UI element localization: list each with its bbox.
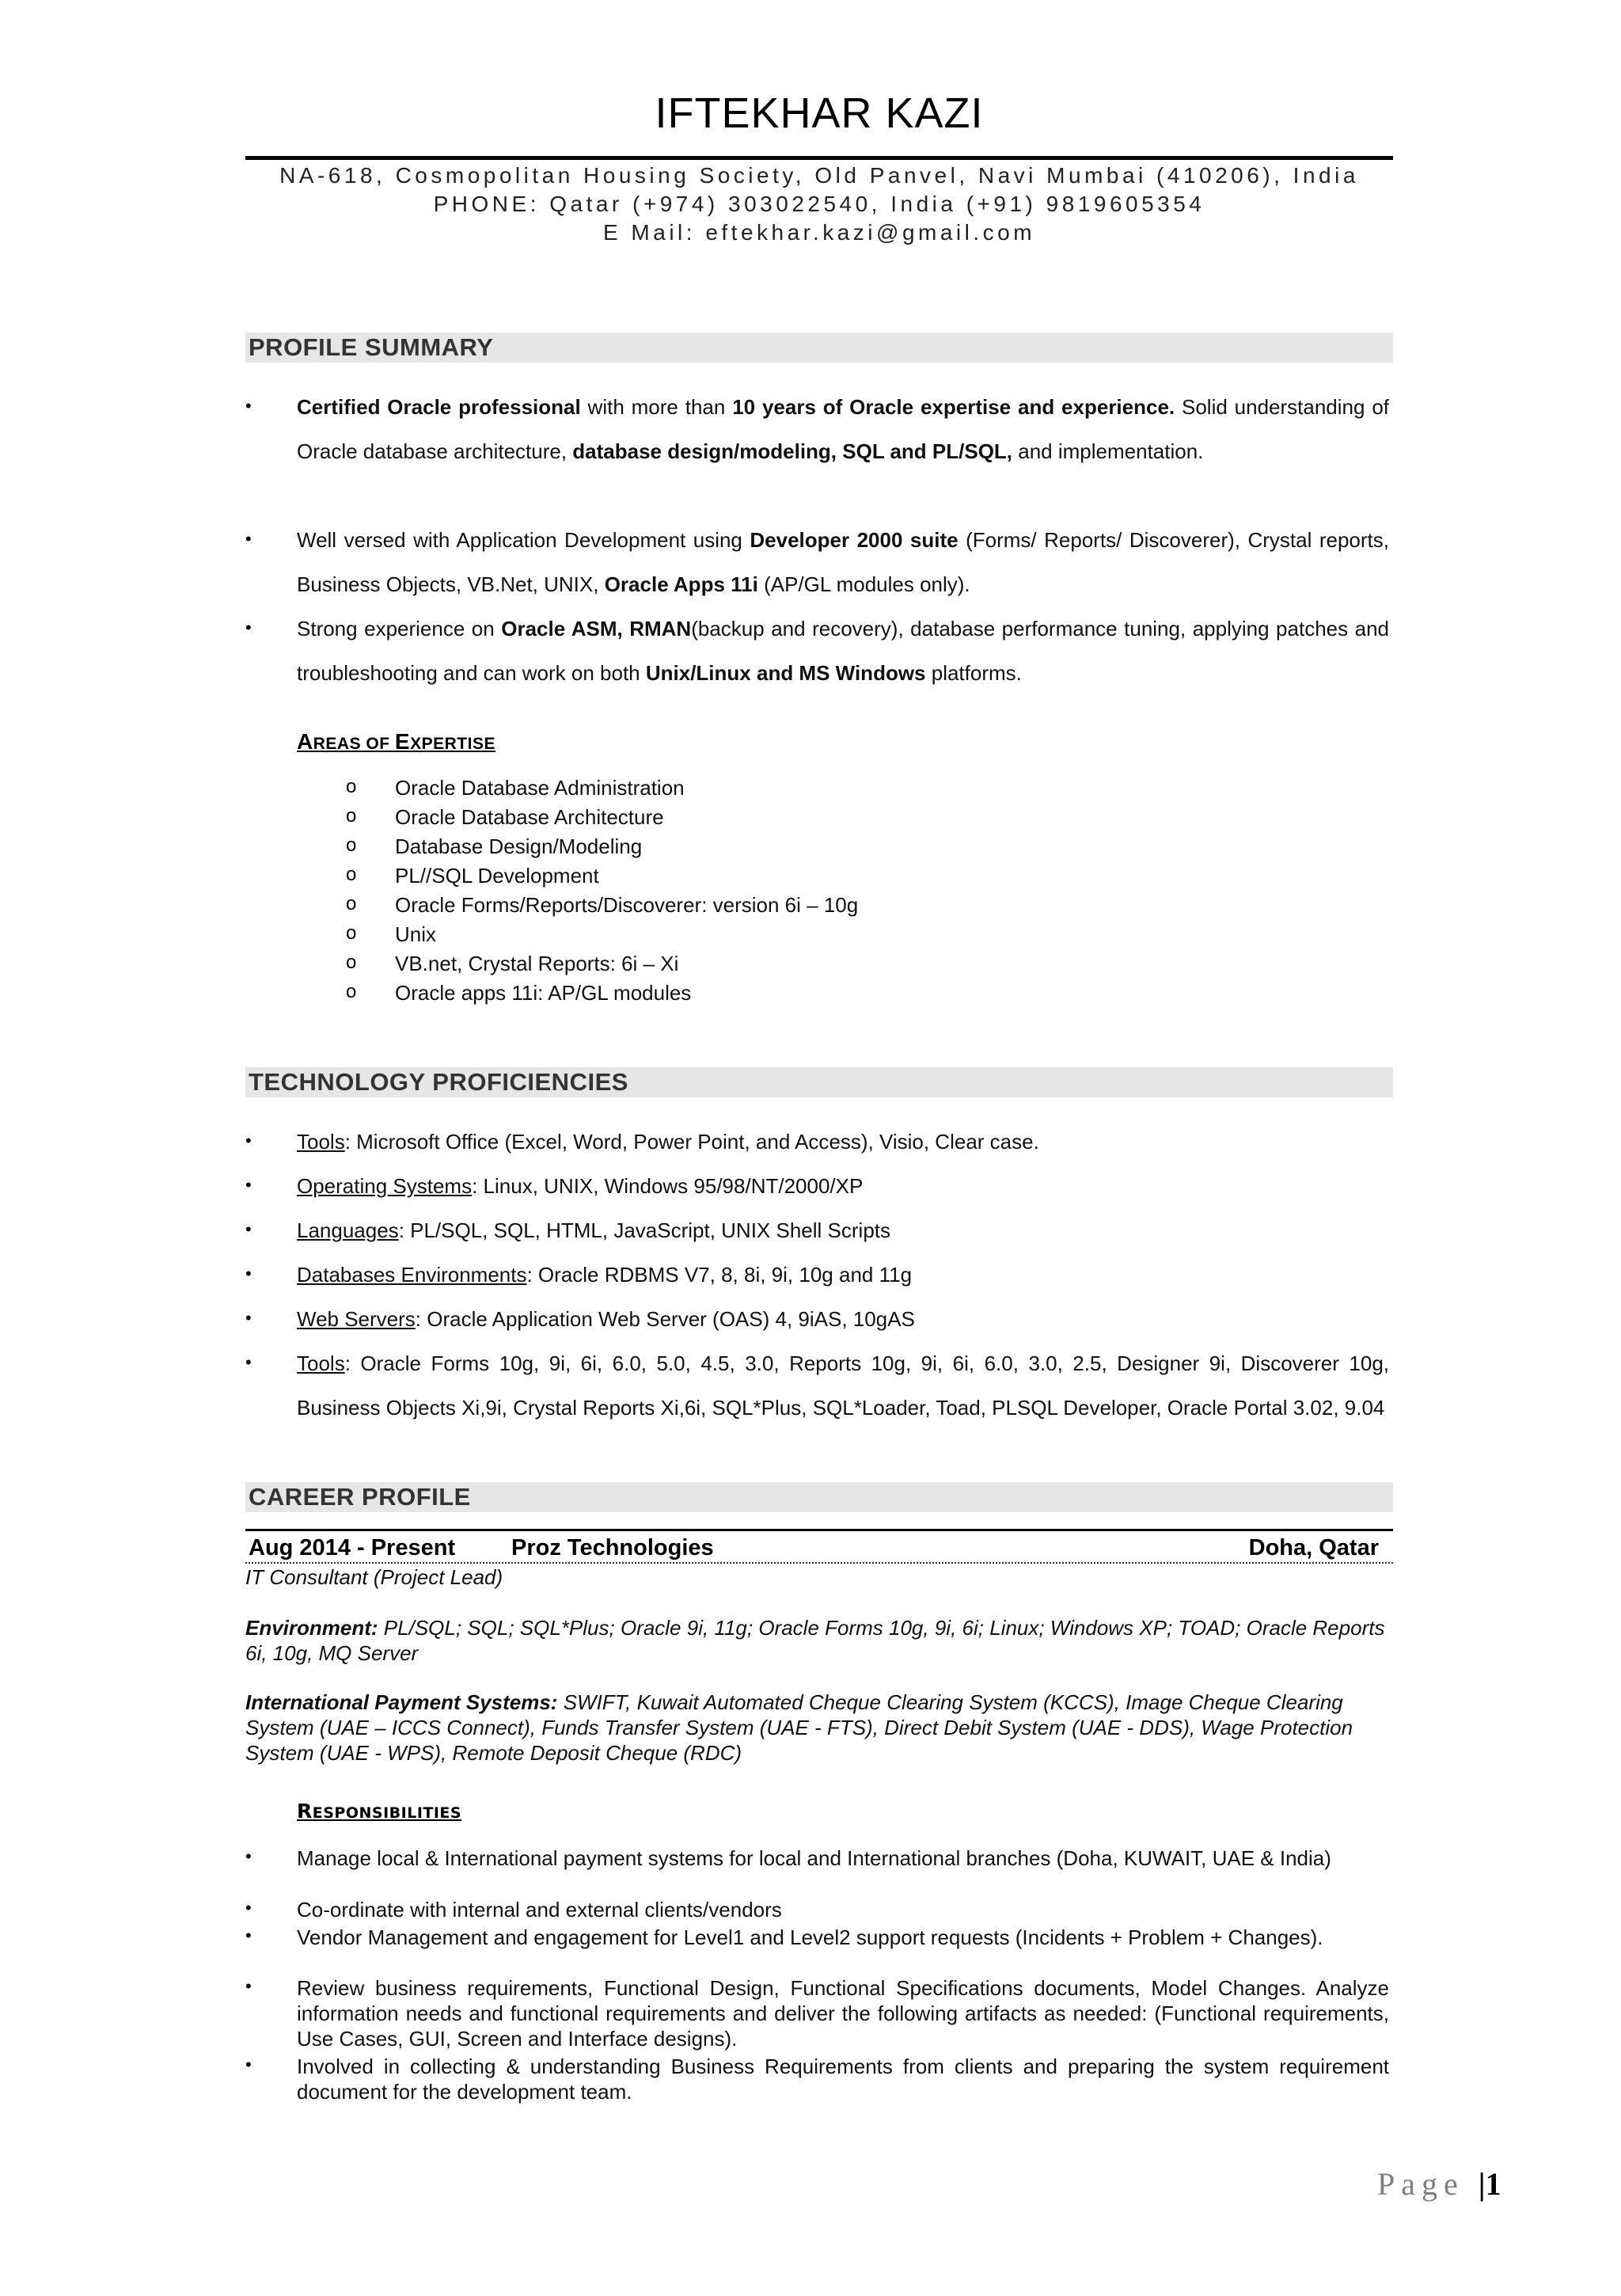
responsibilities-heading: RESPONSIBILITIES (297, 1800, 462, 1823)
responsibility-item: Manage local & International payment systems for local and International branches (Doha, KUWAIT, UAE & India) (297, 1846, 1331, 1870)
bullet-icon: • (245, 1846, 252, 1866)
candidate-name: IFTEKHAR KAZI (655, 89, 984, 137)
expertise-item: Oracle apps 11i: AP/GL modules (395, 981, 692, 1005)
tech-item-languages: Languages: PL/SQL, SQL, HTML, JavaScript, UNIX Shell Scripts (297, 1218, 890, 1242)
page-number (1377, 2165, 1501, 2203)
address-line: NA-618, Cosmopolitan Housing Society, Old Panvel, Navi Mumbai (410206), India (279, 163, 1359, 188)
bullet-icon: • (245, 2055, 252, 2074)
tech-item-databases: Databases Environments: Oracle RDBMS V7, 8, 8i, 9i, 10g and 11g (297, 1263, 913, 1287)
phone-line: PHONE: Qatar (+974) 303022540, India (+91) 9819605354 (433, 192, 1205, 216)
expertise-item: VB.net, Crystal Reports: 6i – Xi (395, 952, 679, 975)
bullet-icon: • (245, 1898, 252, 1918)
areas-of-expertise-heading: AREAS OF EXPERTISE (297, 729, 495, 754)
expertise-item: Oracle Database Administration (395, 776, 685, 800)
expertise-item: Oracle Forms/Reports/Discoverer: version 6i – 10g (395, 893, 859, 917)
job-location: Doha, Qatar (1248, 1535, 1379, 1560)
circle-bullet-icon: o (346, 981, 357, 1002)
bullet-icon: • (245, 1308, 252, 1328)
header-divider (245, 156, 1393, 160)
job-header-row (245, 1529, 1393, 1564)
tech-item-tools: Tools: Microsoft Office (Excel, Word, Power Point, and Access), Visio, Clear case. (297, 1130, 1039, 1154)
profile-bullet-2: Well versed with Application Development using Developer 2000 suite (Forms/ Reports/ Discoverer), Crystal reports, Business Objects, VB.Net, UNIX, Oracle Apps 11i (AP/GL modules only). (297, 528, 1389, 596)
responsibility-item: Vendor Management and engagement for Level1 and Level2 support requests (Incidents + Problem + Changes). (297, 1925, 1323, 1949)
bullet-icon: • (245, 618, 252, 637)
page-separator: | (1478, 2166, 1486, 2202)
job-date: Aug 2014 - Present (249, 1535, 456, 1560)
circle-bullet-icon: o (346, 834, 357, 856)
expertise-item: PL//SQL Development (395, 864, 599, 888)
bullet-icon: • (245, 1131, 252, 1150)
tech-item-operating-systems: Operating Systems: Linux, UNIX, Windows 95/98/NT/2000/XP (297, 1174, 864, 1198)
page-label: Page (1377, 2166, 1464, 2202)
circle-bullet-icon: o (346, 952, 357, 973)
expertise-item: Unix (395, 922, 437, 946)
bullet-icon: • (245, 396, 252, 416)
career-profile-heading: CAREER PROFILE (245, 1482, 1393, 1512)
responsibility-item: Review business requirements, Functional Design, Functional Specifications documents, Model Changes. Analyze information needs and functional requirements and deliver the following artifacts as needed: (Functional requirements, Use Cases, GUI, Screen and Interface designs). (297, 1976, 1389, 2051)
circle-bullet-icon: o (346, 805, 357, 827)
bullet-icon: • (245, 1925, 252, 1945)
job-environment: Environment: PL/SQL; SQL; SQL*Plus; Oracle 9i, 11g; Oracle Forms 10g, 9i, 6i; Linux; Windows XP; TOAD; Oracle Reports 6i, 10g, MQ Server (245, 1616, 1385, 1665)
expertise-item: Oracle Database Architecture (395, 805, 664, 829)
technology-proficiencies-heading: TECHNOLOGY PROFICIENCIES (245, 1067, 1393, 1097)
circle-bullet-icon: o (346, 922, 357, 944)
tech-item-web-servers: Web Servers: Oracle Application Web Server (OAS) 4, 9iAS, 10gAS (297, 1307, 915, 1331)
responsibility-item: Co-ordinate with internal and external clients/vendors (297, 1898, 782, 1922)
circle-bullet-icon: o (346, 893, 357, 914)
profile-bullet-1: Certified Oracle professional with more than 10 years of Oracle expertise and experience. Solid understanding of Oracle database architecture, database design/modeling, SQL and PL/SQL, and implementation. (297, 395, 1390, 463)
bullet-icon: • (245, 1175, 252, 1195)
responsibility-item: Involved in collecting & understanding Business Requirements from clients and preparing the system requirement document for the development team. (297, 2055, 1389, 2104)
circle-bullet-icon: o (346, 776, 357, 797)
tech-item-tools-oracle: Tools: Oracle Forms 10g, 9i, 6i, 6.0, 5.0, 4.5, 3.0, Reports 10g, 9i, 6i, 6.0, 3.0, 2.5, Designer 9i, Discoverer 10g, Business Objects Xi,9i, Crystal Reports Xi,6i, SQL*Plus, SQL*Loader, Toad, PLSQL Developer, Oracle Portal 3.02, 9.04 (297, 1351, 1389, 1420)
job-company: Proz Technologies (511, 1535, 714, 1560)
circle-bullet-icon: o (346, 864, 357, 885)
bullet-icon: • (245, 1352, 252, 1372)
profile-bullet-3: Strong experience on Oracle ASM, RMAN(backup and recovery), database performance tuning, applying patches and troubleshooting and can work on both Unix/Linux and MS Windows platforms. (297, 617, 1390, 685)
profile-summary-heading: PROFILE SUMMARY (245, 333, 1393, 363)
email-line: E Mail: eftekhar.kazi@gmail.com (602, 220, 1036, 245)
bullet-icon: • (245, 529, 252, 549)
bullet-icon: • (245, 1264, 252, 1283)
bullet-icon: • (245, 1219, 252, 1239)
expertise-item: Database Design/Modeling (395, 834, 643, 858)
job-role: IT Consultant (Project Lead) (245, 1565, 503, 1589)
bullet-icon: • (245, 1976, 252, 1996)
job-payment-systems: International Payment Systems: SWIFT, Kuwait Automated Cheque Clearing System (KCCS), Image Cheque Clearing System (UAE – ICCS Connect), Funds Transfer System (UAE - FTS), Direct Debit System (UAE - DDS), Wage Protection System (UAE - WPS), Remote Deposit Cheque (RDC) (245, 1690, 1353, 1765)
page-number-value: 1 (1485, 2166, 1501, 2202)
